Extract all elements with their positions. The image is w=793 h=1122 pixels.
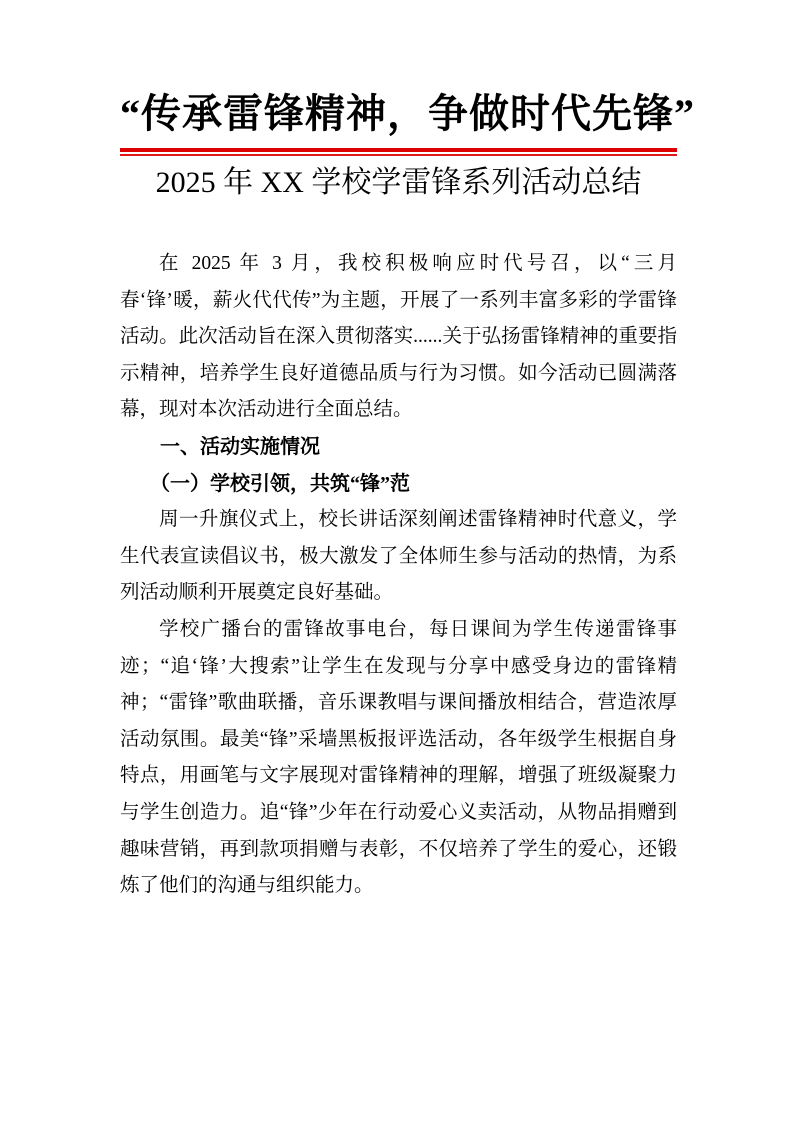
- document-headline: “传承雷锋精神，争做时代先锋”: [120, 91, 695, 136]
- section-heading-activity-implementation: 一、活动实施情况: [160, 435, 320, 458]
- subsection-heading-school-leading: （一）学校引领，共筑“锋”范: [150, 472, 410, 495]
- red-double-rule: [120, 148, 677, 156]
- paragraph-broadcast-activities: 学校广播台的雷锋故事电台，每日课间为学生传递雷锋事迹；“追‘锋’大搜索”让学生在发现与分享中感受身边的雷锋精神；“雷锋”歌曲联播，音乐课教唱与课间播放相结合，营造浓厚活动氛围。最美“锋”采墙黑板报评选活动，各年级学生根据自身特点，用画笔与文字展现对雷锋精神的理解，增强了班级凝聚力与学生创造力。追“锋”少年在行动爱心义卖活动，从物品捐赠到趣味营销，再到款项捐赠与表彰，不仅培养了学生的爱心，还锻炼了他们的沟通与组织能力。: [120, 618, 677, 897]
- document-title: 2025 年 XX 学校学雷锋系列活动总结: [155, 166, 642, 199]
- paragraph-intro: 在 2025 年 3 月，我校积极响应时代号召，以“三月春‘锋’暖，薪火代代传”为主题，开展了一系列丰富多彩的学雷锋活动。此次活动旨在深入贯彻落实......关于弘扬雷锋精神的重要指示精神，培养学生良好道德品质与行为习惯。如今活动已圆满落幕，现对本次活动进行全面总结。: [120, 253, 677, 421]
- document-body: [120, 246, 677, 905]
- paragraph-flag-ceremony: 周一升旗仪式上，校长讲话深刻阐述雷锋精神时代意义，学生代表宣读倡议书，极大激发了全体师生参与活动的热情，为系列活动顺利开展奠定良好基础。: [120, 509, 677, 604]
